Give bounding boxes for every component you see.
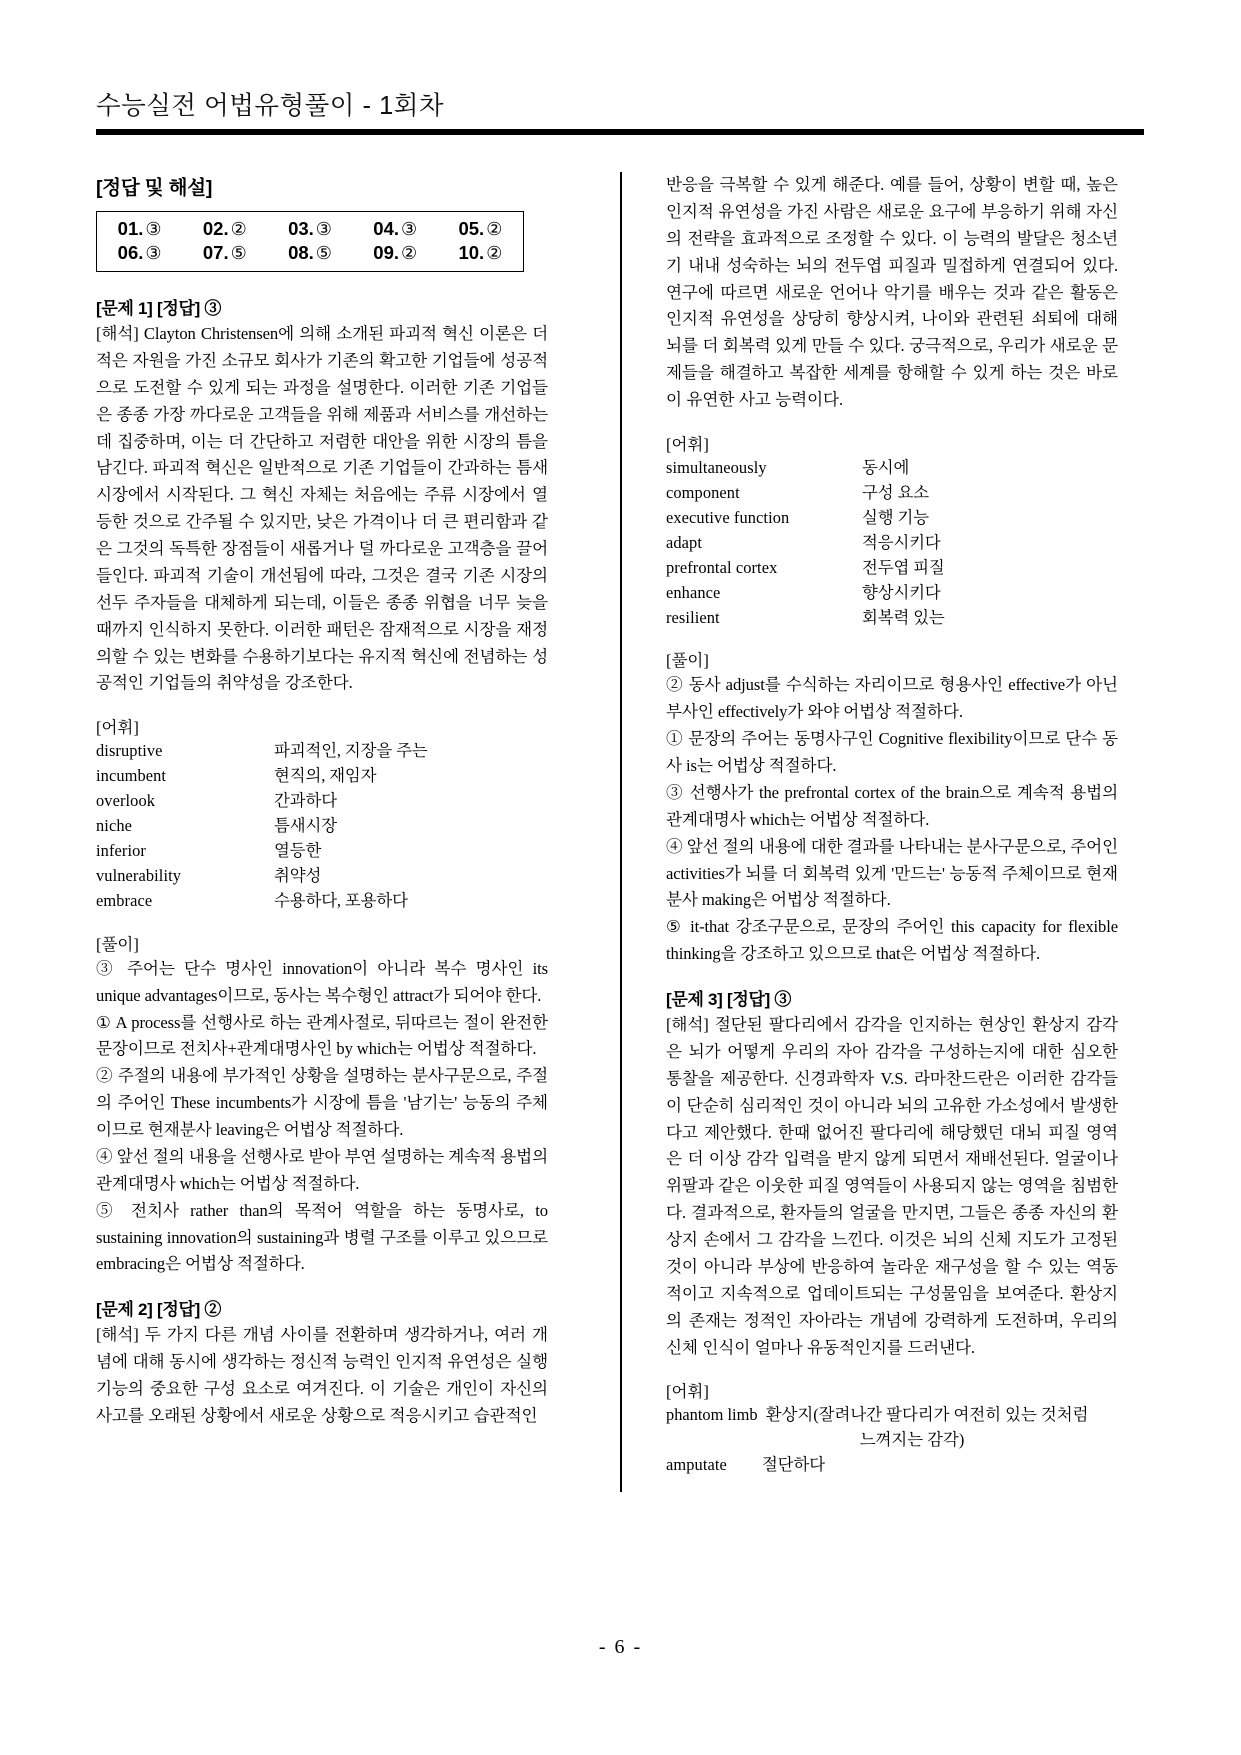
vocab-term: vulnerability xyxy=(96,865,182,885)
answer-number: 01. xyxy=(117,218,144,239)
vocab-meaning: 실행 기능 xyxy=(862,507,929,527)
vocab-row xyxy=(96,864,548,889)
vocab-row xyxy=(96,889,548,914)
page-footer xyxy=(0,1636,1241,1659)
spacer xyxy=(666,1361,1118,1378)
answer-choice: ② xyxy=(486,243,503,263)
vocab-term: simultaneously xyxy=(666,457,767,477)
answer-row xyxy=(97,241,523,265)
solution-item: ④ 앞선 절의 내용에 대한 결과를 나타내는 분사구문으로, 주어인 activities가 뇌를 더 회복력 있게 '만드는' 능동적 주체이므로 현재분사 making은 어법상 적절하다. xyxy=(666,836,1118,910)
vocab-term: component xyxy=(666,482,740,502)
vocab-row xyxy=(96,739,548,764)
answer-choice: ③ xyxy=(145,219,162,239)
vocab-term: executive function xyxy=(666,507,790,527)
vocab-row xyxy=(666,506,1118,531)
solution-item: ④ 앞선 절의 내용을 선행사로 받아 부연 설명하는 계속적 용법의 관계대명사 which는 어법상 적절하다. xyxy=(96,1146,548,1193)
answer-choice: ② xyxy=(230,219,247,239)
problem-2-translation-part2: 반응을 극복할 수 있게 해준다. 예를 들어, 상황이 변할 때, 높은 인지적 유연성을 가진 사람은 새로운 요구에 부응하기 위해 자신의 전략을 효과적으로 조정할 수 있다. 이 능력의 발달은 청소년기 내내 성숙하는 뇌의 전두엽 피질과 밀접하게 연결되어 있다. 연구에 따르면 새로운 언어나 악기를 배우는 것과 같은 활동은 인지적 유연성을 상당히 향상시켜, 나이와 관련된 쇠퇴에 대해 뇌를 더 회복력 있게 만들 수 있다. 궁극적으로, 우리가 새로운 문제들을 해결하고 복잡한 세계를 항해할 수 있게 하는 것은 바로 이 유연한 사고 능력이다. xyxy=(666,175,1118,409)
problem-3-vocab-heading: [어휘] xyxy=(666,1382,709,1402)
right-column xyxy=(666,172,1118,1602)
answer-cell xyxy=(438,242,523,264)
column-divider xyxy=(620,172,622,1492)
vocab-row xyxy=(666,481,1118,506)
page-number: - 6 - xyxy=(598,1636,643,1658)
answer-number: 09. xyxy=(373,242,399,263)
vocab-meaning: 파괴적인, 지장을 주는 xyxy=(274,741,428,761)
vocab-row xyxy=(96,764,548,789)
vocab-row xyxy=(666,581,1118,606)
spacer xyxy=(666,414,1118,431)
answer-number: 06. xyxy=(117,242,144,263)
vocab-term: niche xyxy=(96,816,132,836)
solution-item: ① A process를 선행사로 하는 관계사절로, 뒤따르는 절이 완전한 문장이므로 전치사+관계대명사인 by which는 어법상 적절하다. xyxy=(96,1012,548,1059)
answer-number: 03. xyxy=(288,218,314,239)
answer-cell xyxy=(182,218,267,240)
problem-3-vocab-table xyxy=(666,1453,1118,1478)
vocab-meaning-continuation: 느껴지는 감각) xyxy=(859,1430,965,1450)
answer-number: 07. xyxy=(202,242,229,263)
vocab-meaning: 간과하다 xyxy=(274,791,337,811)
vocab-meaning: 열등한 xyxy=(274,841,322,860)
solution-item: ⑤ it-that 강조구문으로, 문장의 주어인 this capacity for flexible thinking을 강조하고 있으므로 that은 어법상 적절하다. xyxy=(666,917,1118,964)
vocab-entry-line xyxy=(666,1403,1118,1428)
page-title: 수능실전 어법유형풀이 - 1회차 xyxy=(96,92,445,120)
problem-2-heading: [문제 2] [정답] ② xyxy=(96,1300,222,1320)
solution-item: ③ 주어는 단수 명사인 innovation이 아니라 복수 명사인 its unique advantages이므로, 동사는 복수형인 attract가 되어야 한다. xyxy=(96,958,548,1005)
answer-cell xyxy=(97,242,182,264)
answer-key-heading: [정답 및 해설] xyxy=(96,177,213,199)
vocab-meaning: 향상시키다 xyxy=(862,582,941,602)
vocab-row xyxy=(666,531,1118,556)
vocab-row xyxy=(666,456,1118,481)
vocab-term: embrace xyxy=(96,890,153,910)
problem-2-vocab-table xyxy=(666,456,1118,631)
vocab-meaning: 취약성 xyxy=(274,865,322,885)
answer-number: 10. xyxy=(458,242,485,263)
vocab-meaning: 구성 요소 xyxy=(862,482,929,502)
problem-2-vocab-heading: [어휘] xyxy=(666,434,709,454)
solution-item: ② 동사 adjust를 수식하는 자리이므로 형용사인 effective가 아닌 부사인 effectively가 와야 어법상 적절하다. xyxy=(666,675,1118,722)
vocab-meaning: 회복력 있는 xyxy=(862,607,945,627)
vocab-term: phantom limb xyxy=(666,1405,758,1425)
vocab-term: enhance xyxy=(666,582,721,602)
vocab-term: prefrontal cortex xyxy=(666,557,778,577)
answer-choice: ③ xyxy=(401,219,418,239)
answer-cell xyxy=(267,242,352,264)
vocab-row xyxy=(96,814,548,839)
vocab-row xyxy=(666,1453,1118,1478)
spacer xyxy=(96,914,548,931)
solution-item: ① 문장의 주어는 동명사구인 Cognitive flexibility이므로 단수 동사 is는 어법상 적절하다. xyxy=(666,729,1118,776)
vocab-term: adapt xyxy=(666,532,702,552)
vocab-term: resilient xyxy=(666,607,720,627)
answer-number: 02. xyxy=(202,218,229,239)
vocab-meaning: 전두엽 피질 xyxy=(862,557,945,577)
answer-key-box xyxy=(96,211,524,272)
vocab-meaning: 적응시키다 xyxy=(862,532,941,552)
problem-1-vocab-table xyxy=(96,739,548,914)
vocab-meaning: 현직의, 재임자 xyxy=(274,766,377,786)
problem-3-translation: [해석] 절단된 팔다리에서 감각을 인지하는 현상인 환상지 감각은 뇌가 어떻게 우리의 자아 감각을 구성하는지에 대한 심오한 통찰을 제공한다. 신경과학자 V.S. 라마찬드란은 이러한 감각들이 단순히 심리적인 것이 아니라 뇌의 고유한 가소성에서 발생한다고 제안했다. 한때 없어진 팔다리에 해당했던 대뇌 피질 영역은 더 이상 감각 입력을 받지 않게 되면서 재배선된다. 얼굴이나 위팔과 같은 이웃한 피질 영역들이 사용되지 않는 영역을 침범한다. 결과적으로, 환자들의 얼굴을 만지면, 그들은 종종 자신의 환상지 손에서 그 감각을 느낀다. 이것은 뇌의 신체 지도가 고정된 것이 아니라 부상에 반응하여 놀라운 재구성을 할 수 있는 역동적이고 지속적으로 업데이트되는 구성물임을 보여준다. 환상지의 존재는 정적인 자아라는 개념에 강력하게 도전하며, 우리의 신체 인식이 얼마나 유동적인지를 드러낸다. xyxy=(666,1015,1118,1357)
spacer xyxy=(96,697,548,714)
problem-2-solution-heading: [풀이] xyxy=(666,651,709,671)
answer-choice: ⑤ xyxy=(315,243,332,263)
vocab-row xyxy=(666,556,1118,581)
vocab-meaning: 환상지(잘려나간 팔다리가 여전히 있는 것처럼 xyxy=(765,1405,1089,1425)
document-header xyxy=(96,86,1144,135)
spacer xyxy=(666,968,1118,985)
problem-1-solution-heading: [풀이] xyxy=(96,934,139,954)
spacer xyxy=(666,630,1118,647)
answer-cell xyxy=(267,218,352,240)
problem-1-heading: [문제 1] [정답] ③ xyxy=(96,299,222,318)
answer-choice: ② xyxy=(486,219,503,239)
problem-1-translation: [해석] Clayton Christensen에 의해 소개된 파괴적 혁신 이론은 더 적은 자원을 가진 소규모 회사가 기존의 확고한 기업들에 성공적으로 도전할 수 있게 되는 과정을 설명한다. 이러한 기존 기업들은 종종 가장 까다로운 고객들을 위해 제품과 서비스를 개선하는 데 집중하며, 이는 더 간단하고 저렴한 대안을 위한 시장의 틈을 남긴다. 파괴적 혁신은 일반적으로 기존 기업들이 간과하는 틈새시장에서 시작된다. 그 혁신 자체는 처음에는 주류 시장에서 열등한 것으로 간주될 수 있지만, 낮은 가격이나 더 큰 편리함과 같은 그것의 독특한 장점들이 새롭거나 덜 까다로운 고객층을 끌어들인다. 파괴적 기술이 개선됨에 따라, 그것은 결국 기존 시장의 선두 주자들을 대체하게 되는데, 이들은 종종 위협을 너무 늦을 때까지 인식하지 못한다. 이러한 패턴은 잠재적으로 시장을 재정의할 수 있는 변화를 수용하기보다는 유지적 혁신에 전념하는 성공적인 기업들의 취약성을 강조한다. xyxy=(96,324,548,693)
problem-1-vocab-heading: [어휘] xyxy=(96,718,139,738)
answer-number: 08. xyxy=(288,242,314,263)
vocab-term: overlook xyxy=(96,791,156,811)
vocab-row xyxy=(666,606,1118,631)
vocab-term: disruptive xyxy=(96,741,163,761)
answer-cell xyxy=(353,242,438,264)
header-divider-rule xyxy=(96,129,1144,135)
solution-item: ③ 선행사가 the prefrontal cortex of the brain으로 계속적 용법의 관계대명사 which는 어법상 적절하다. xyxy=(666,782,1118,829)
problem-3-vocab-phantom-limb xyxy=(666,1403,1118,1453)
vocab-meaning: 수용하다, 포용하다 xyxy=(274,890,408,910)
answer-number: 04. xyxy=(373,218,399,239)
problem-2-translation-part1: [해석] 두 가지 다른 개념 사이를 전환하며 생각하거나, 여러 개념에 대해 동시에 생각하는 정신적 능력인 인지적 유연성은 실행 기능의 중요한 구성 요소로 여겨진다. 이 기술은 개인이 자신의 사고를 오래된 상황에서 새로운 상황으로 적응시키고 습관적인 xyxy=(96,1325,548,1425)
problem-3-heading: [문제 3] [정답] ③ xyxy=(666,990,792,1010)
vocab-term: amputate xyxy=(666,1455,727,1475)
answer-choice: ⑤ xyxy=(230,243,247,263)
answer-row xyxy=(97,217,523,241)
vocab-term: inferior xyxy=(96,841,146,860)
left-column xyxy=(96,172,548,1602)
answer-cell xyxy=(438,218,523,240)
spacer xyxy=(96,1278,548,1295)
vocab-row xyxy=(96,789,548,814)
answer-number: 05. xyxy=(458,218,485,239)
two-column-body xyxy=(96,172,1146,1602)
vocab-meaning: 동시에 xyxy=(862,457,910,477)
solution-item: ② 주절의 내용에 부가적인 상황을 설명하는 분사구문으로, 주절의 주어인 These incumbents가 시장에 틈을 '남기는' 능동의 주체이므로 현재분사 leaving은 어법상 적절하다. xyxy=(96,1066,548,1140)
vocab-meaning: 절단하다 xyxy=(762,1455,825,1475)
vocab-term: incumbent xyxy=(96,766,167,786)
answer-choice: ③ xyxy=(145,243,162,263)
answer-choice: ② xyxy=(401,243,418,263)
answer-choice: ③ xyxy=(315,219,332,239)
vocab-row xyxy=(96,839,548,864)
answer-cell xyxy=(353,218,438,240)
vocab-meaning: 틈새시장 xyxy=(274,816,337,836)
answer-cell xyxy=(182,242,267,264)
solution-item: ⑤ 전치사 rather than의 목적어 역할을 하는 동명사로, to sustaining innovation의 sustaining과 병렬 구조를 이루고 있으므로 embracing은 어법상 적절하다. xyxy=(96,1200,548,1274)
answer-cell xyxy=(97,218,182,240)
